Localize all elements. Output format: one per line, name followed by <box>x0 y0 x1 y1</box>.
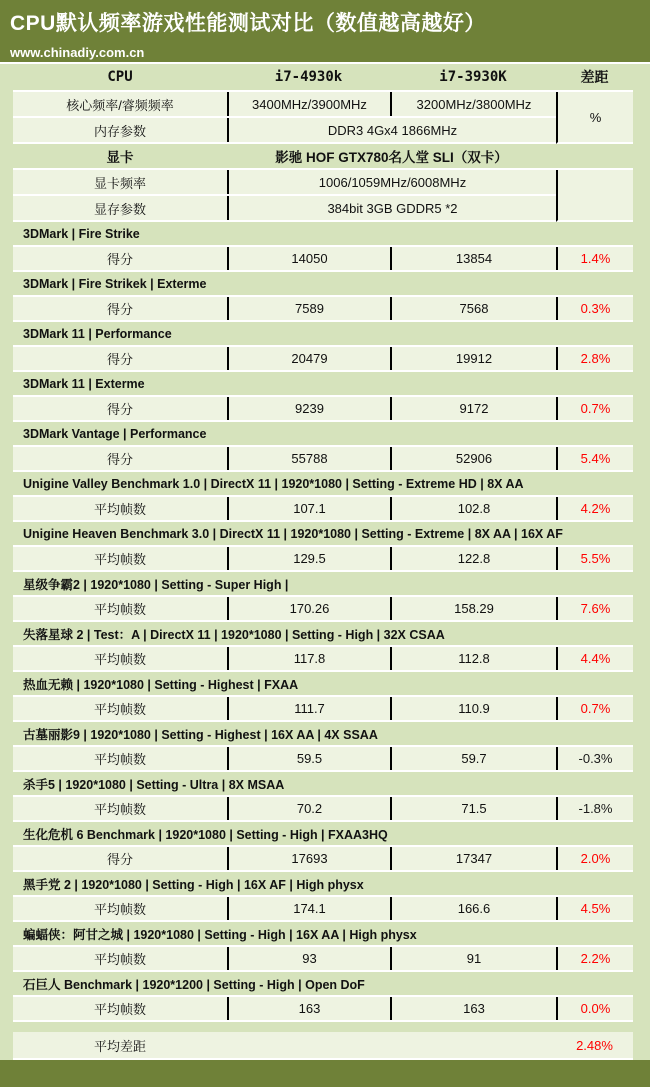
benchmark-result-row <box>13 947 633 972</box>
benchmark-name: 黑手党 2 | 1920*1080 | Setting - High | 16X AF | High physx <box>13 872 633 897</box>
column-header-i7-3930k: i7-3930K <box>439 69 507 85</box>
benchmark-value-i7-4930k: 20479 <box>227 347 390 370</box>
benchmark-section <box>13 822 633 872</box>
table-header-row <box>13 64 633 92</box>
gpu-memory-value: 384bit 3GB GDDR5 *2 <box>227 196 556 220</box>
benchmark-result-row <box>13 897 633 922</box>
benchmark-name: 杀手5 | 1920*1080 | Setting - Ultra | 8X MSAA <box>13 772 633 797</box>
benchmark-name: 3DMark 11 | Performance <box>13 322 633 347</box>
benchmark-value-i7-3930k: 166.6 <box>390 897 556 920</box>
benchmark-value-i7-3930k: 163 <box>390 997 556 1020</box>
benchmark-metric-label: 平均帧数 <box>93 802 146 817</box>
benchmark-value-i7-4930k: 117.8 <box>227 647 390 670</box>
benchmark-metric-label: 平均帧数 <box>93 552 146 567</box>
benchmark-name: 3DMark Vantage | Performance <box>13 422 633 447</box>
benchmark-metric-label: 平均帧数 <box>93 902 146 917</box>
benchmark-value-i7-4930k: 93 <box>227 947 390 970</box>
benchmark-section <box>13 372 633 422</box>
page-title: CPU默认频率游戏性能测试对比（数值越高越好） <box>10 12 486 35</box>
benchmark-value-i7-3930k: 9172 <box>390 397 556 420</box>
core-frequency-i7-3930k: 3200MHz/3800MHz <box>390 92 556 116</box>
average-diff-value: 2.48% <box>576 1037 613 1053</box>
benchmark-section <box>13 622 633 672</box>
cpu-spec-block <box>13 92 633 144</box>
core-frequency-row <box>13 92 556 118</box>
benchmark-metric-label: 得分 <box>106 252 133 267</box>
benchmark-value-i7-3930k: 110.9 <box>390 697 556 720</box>
core-frequency-label: 核心频率/睿频频率 <box>66 97 174 113</box>
gpu-value: 影驰 HOF GTX780名人堂 SLI（双卡） <box>275 150 508 165</box>
benchmark-diff: 4.5% <box>556 897 633 920</box>
benchmark-value-i7-3930k: 102.8 <box>390 497 556 520</box>
benchmark-diff: -0.3% <box>556 747 633 770</box>
benchmark-result-row <box>13 497 633 522</box>
benchmark-result-row <box>13 797 633 822</box>
benchmark-name: 石巨人 Benchmark | 1920*1200 | Setting - High | Open DoF <box>13 972 633 997</box>
benchmark-name: 热血无赖 | 1920*1080 | Setting - Highest | FXAA <box>13 672 633 697</box>
gpu-memory-row <box>13 196 556 222</box>
benchmark-name: Unigine Heaven Benchmark 3.0 | DirectX 11 | 1920*1080 | Setting - Extreme | 8X AA | 16X AF <box>13 522 633 547</box>
benchmark-metric-label: 平均帧数 <box>93 702 146 717</box>
benchmark-name: 3DMark | Fire Strike <box>13 222 633 247</box>
benchmark-section <box>13 572 633 622</box>
benchmark-diff: 1.4% <box>556 247 633 270</box>
benchmark-section <box>13 672 633 722</box>
benchmark-diff: 0.0% <box>556 997 633 1020</box>
benchmark-value-i7-4930k: 14050 <box>227 247 390 270</box>
benchmark-name: 古墓丽影9 | 1920*1080 | Setting - Highest | 16X AA | 4X SSAA <box>13 722 633 747</box>
benchmark-result-row <box>13 397 633 422</box>
benchmark-metric-label: 平均帧数 <box>93 752 146 767</box>
benchmark-value-i7-3930k: 7568 <box>390 297 556 320</box>
benchmark-diff: 2.2% <box>556 947 633 970</box>
benchmark-diff: 7.6% <box>556 597 633 620</box>
benchmark-value-i7-3930k: 122.8 <box>390 547 556 570</box>
benchmark-diff: 0.7% <box>556 697 633 720</box>
gpu-label: 显卡 <box>106 150 134 165</box>
diff-unit-cell: % <box>556 92 633 144</box>
memory-spec-row <box>13 118 556 144</box>
benchmark-result-row <box>13 647 633 672</box>
benchmark-diff: 4.4% <box>556 647 633 670</box>
benchmark-metric-label: 得分 <box>106 852 133 867</box>
memory-spec-value: DDR3 4Gx4 1866MHz <box>227 118 556 142</box>
average-diff-row <box>13 1032 633 1060</box>
benchmark-name: 失落星球 2 | Test：A | DirectX 11 | 1920*1080 | Setting - High | 32X CSAA <box>13 622 633 647</box>
column-header-cpu: CPU <box>107 69 133 85</box>
benchmark-value-i7-4930k: 111.7 <box>227 697 390 720</box>
benchmark-value-i7-3930k: 71.5 <box>390 797 556 820</box>
benchmark-diff: 0.7% <box>556 397 633 420</box>
memory-spec-label: 内存参数 <box>93 123 146 139</box>
gpu-memory-label: 显存参数 <box>93 201 146 217</box>
benchmark-value-i7-3930k: 59.7 <box>390 747 556 770</box>
benchmark-name: Unigine Valley Benchmark 1.0 | DirectX 11 | 1920*1080 | Setting - Extreme HD | 8X AA <box>13 472 633 497</box>
benchmark-section <box>13 222 633 272</box>
benchmark-value-i7-4930k: 107.1 <box>227 497 390 520</box>
benchmark-result-row <box>13 997 633 1022</box>
benchmark-diff: -1.8% <box>556 797 633 820</box>
benchmark-value-i7-3930k: 91 <box>390 947 556 970</box>
benchmark-result-row <box>13 747 633 772</box>
benchmark-result-row <box>13 247 633 272</box>
benchmark-result-row <box>13 347 633 372</box>
benchmark-sections <box>13 222 633 1022</box>
benchmark-value-i7-4930k: 59.5 <box>227 747 390 770</box>
benchmark-value-i7-3930k: 112.8 <box>390 647 556 670</box>
site-url: www.chinadiy.com.cn <box>10 45 145 60</box>
benchmark-result-row <box>13 847 633 872</box>
benchmark-section <box>13 872 633 922</box>
benchmark-value-i7-3930k: 158.29 <box>390 597 556 620</box>
benchmark-metric-label: 平均帧数 <box>93 952 146 967</box>
benchmark-value-i7-4930k: 9239 <box>227 397 390 420</box>
benchmark-value-i7-4930k: 170.26 <box>227 597 390 620</box>
benchmark-metric-label: 平均帧数 <box>93 1002 146 1017</box>
benchmark-diff: 0.3% <box>556 297 633 320</box>
benchmark-metric-label: 平均帧数 <box>93 652 146 667</box>
benchmark-result-row <box>13 597 633 622</box>
benchmark-value-i7-4930k: 70.2 <box>227 797 390 820</box>
benchmark-value-i7-4930k: 129.5 <box>227 547 390 570</box>
benchmark-section <box>13 422 633 472</box>
benchmark-metric-label: 得分 <box>106 452 133 467</box>
benchmark-section <box>13 922 633 972</box>
benchmark-diff: 5.4% <box>556 447 633 470</box>
gpu-frequency-value: 1006/1059MHz/6008MHz <box>227 170 556 194</box>
benchmark-value-i7-3930k: 13854 <box>390 247 556 270</box>
column-header-i7-4930k: i7-4930k <box>274 69 343 85</box>
benchmark-metric-label: 得分 <box>106 302 133 317</box>
benchmark-result-row <box>13 547 633 572</box>
benchmark-section <box>13 322 633 372</box>
footer-bar <box>0 1060 650 1087</box>
core-frequency-i7-4930k: 3400MHz/3900MHz <box>227 92 390 116</box>
benchmark-result-row <box>13 697 633 722</box>
benchmark-value-i7-3930k: 52906 <box>390 447 556 470</box>
benchmark-section <box>13 472 633 522</box>
benchmark-result-row <box>13 297 633 322</box>
benchmark-value-i7-4930k: 7589 <box>227 297 390 320</box>
benchmark-value-i7-3930k: 19912 <box>390 347 556 370</box>
benchmark-section <box>13 272 633 322</box>
benchmark-value-i7-4930k: 17693 <box>227 847 390 870</box>
benchmark-section <box>13 522 633 572</box>
benchmark-metric-label: 得分 <box>106 352 133 367</box>
benchmark-diff: 5.5% <box>556 547 633 570</box>
benchmark-metric-label: 平均帧数 <box>93 602 146 617</box>
benchmark-diff: 2.0% <box>556 847 633 870</box>
benchmark-metric-label: 平均帧数 <box>93 502 146 517</box>
gpu-frequency-row <box>13 170 556 196</box>
benchmark-name: 3DMark | Fire Strikek | Exterme <box>13 272 633 297</box>
gpu-frequency-label: 显卡频率 <box>93 175 146 191</box>
average-diff-label: 平均差距 <box>93 1038 146 1054</box>
benchmark-diff: 2.8% <box>556 347 633 370</box>
benchmark-value-i7-4930k: 163 <box>227 997 390 1020</box>
page-header <box>0 0 650 64</box>
benchmark-result-row <box>13 447 633 472</box>
gpu-row <box>13 144 633 170</box>
benchmark-value-i7-4930k: 174.1 <box>227 897 390 920</box>
gpu-spec-diff-empty-cell <box>556 170 633 222</box>
benchmark-name: 生化危机 6 Benchmark | 1920*1080 | Setting - High | FXAA3HQ <box>13 822 633 847</box>
column-header-diff: 差距 <box>580 70 609 86</box>
benchmark-name: 3DMark 11 | Exterme <box>13 372 633 397</box>
benchmark-name: 蝙蝠侠：阿甘之城 | 1920*1080 | Setting - High | 16X AA | High physx <box>13 922 633 947</box>
benchmark-metric-label: 得分 <box>106 402 133 417</box>
gpu-spec-block <box>13 170 633 222</box>
benchmark-diff: 4.2% <box>556 497 633 520</box>
benchmark-section <box>13 772 633 822</box>
benchmark-value-i7-3930k: 17347 <box>390 847 556 870</box>
benchmark-section <box>13 722 633 772</box>
benchmark-section <box>13 972 633 1022</box>
benchmark-name: 星级争霸2 | 1920*1080 | Setting - Super High | <box>13 572 633 597</box>
benchmark-value-i7-4930k: 55788 <box>227 447 390 470</box>
summary-gap <box>13 1022 633 1032</box>
benchmark-table <box>13 64 633 1060</box>
